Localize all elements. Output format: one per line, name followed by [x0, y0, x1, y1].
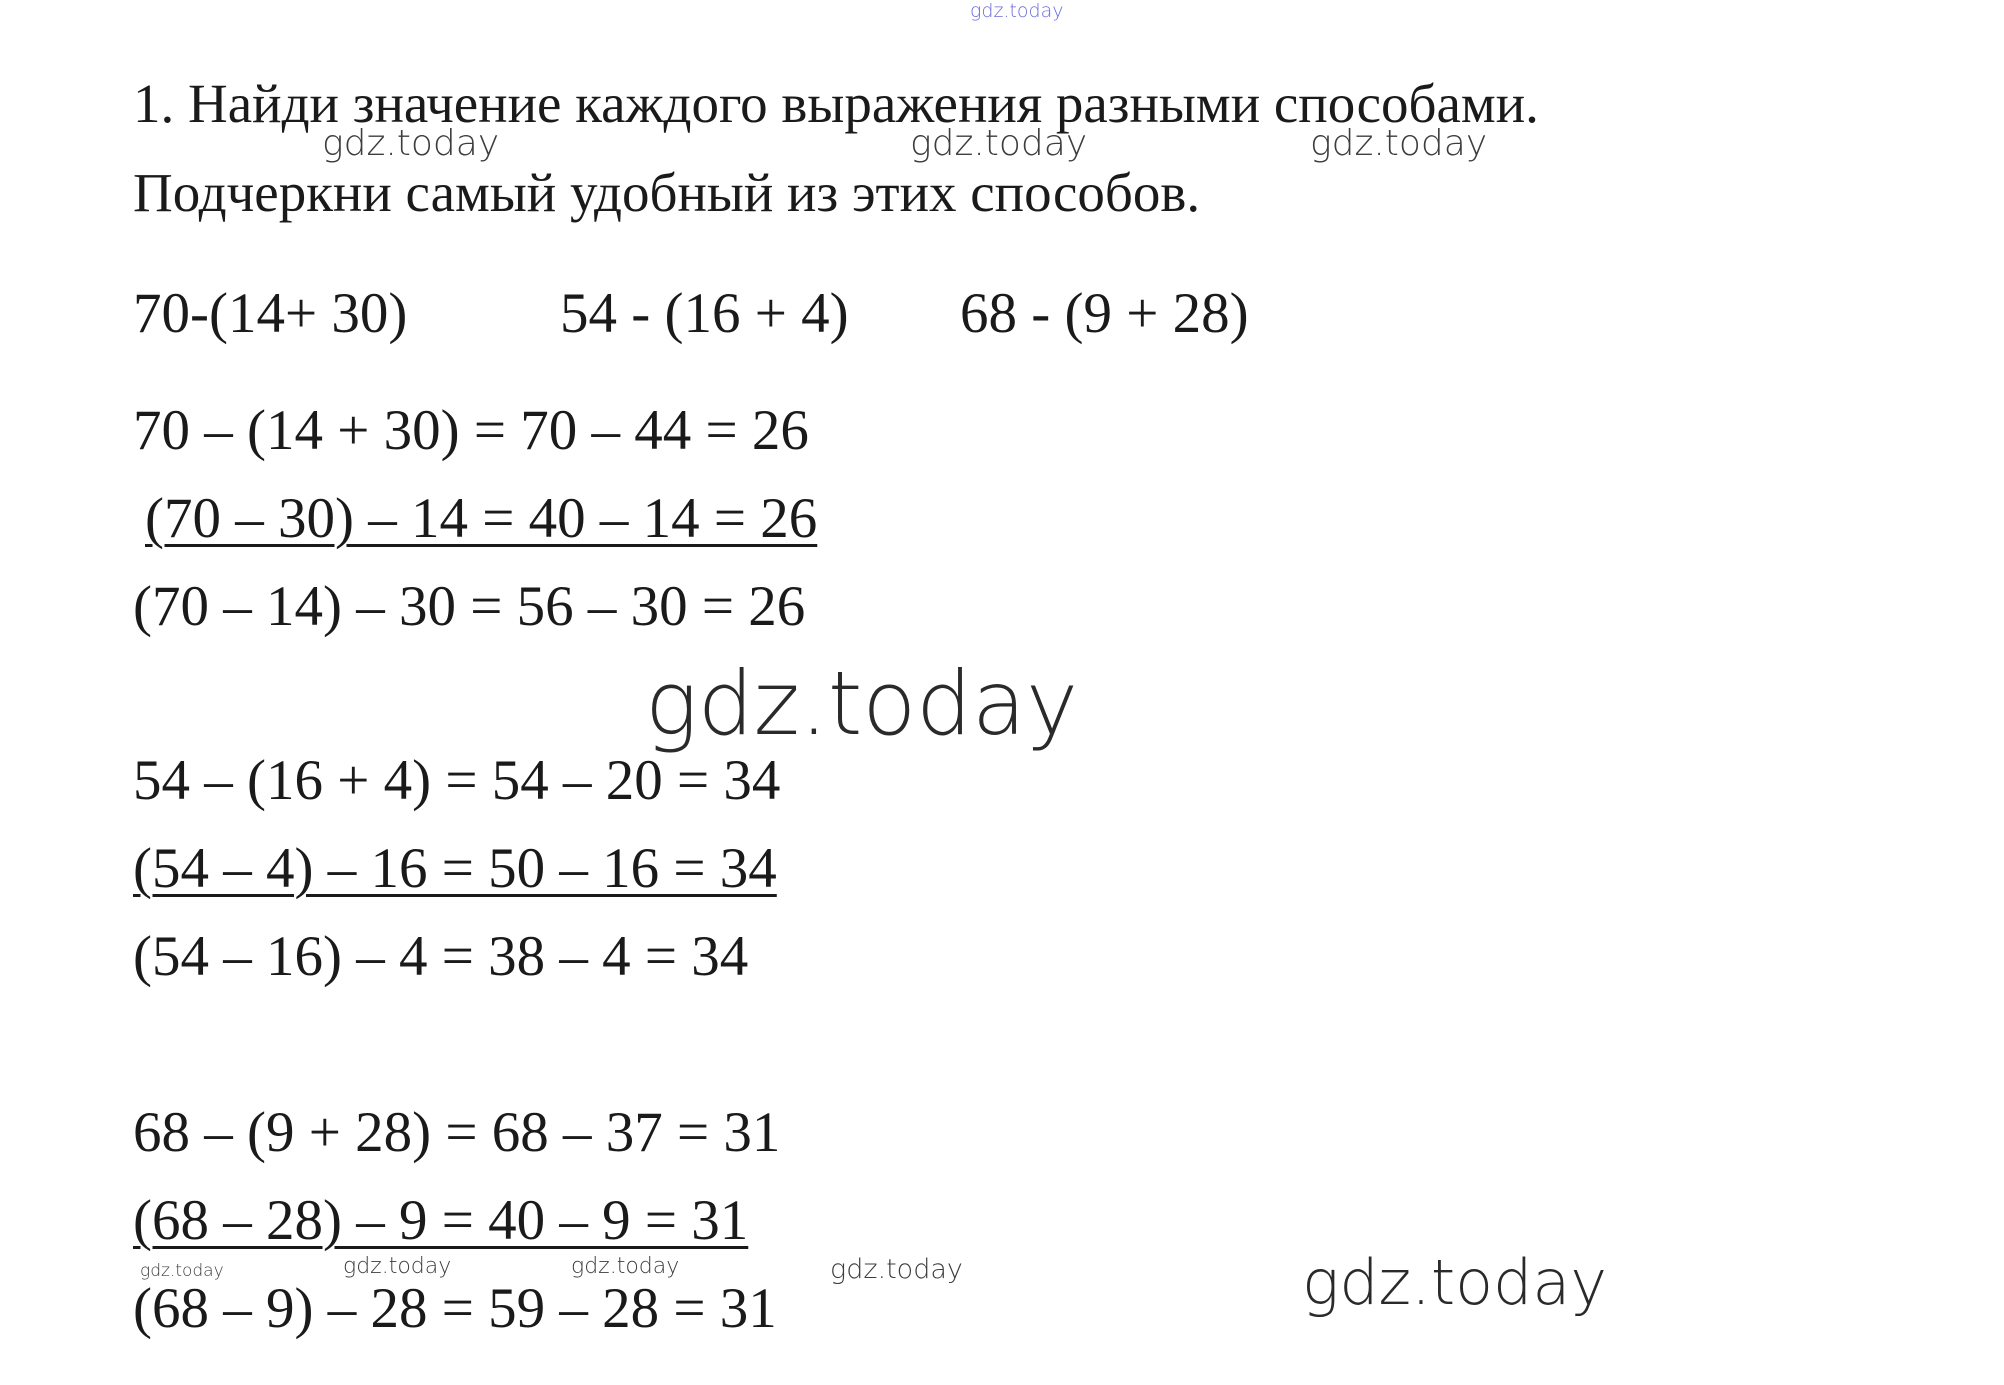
task-line-1: 1. Найди значение каждого выражения разными способами.: [133, 73, 1539, 134]
solution-b-2-underlined: (54 – 4) – 16 = 50 – 16 = 34: [133, 837, 777, 900]
watermark: gdz.today: [1310, 123, 1488, 164]
watermark: gdz.today: [830, 1254, 963, 1285]
watermark: gdz.today: [322, 123, 500, 164]
watermark: gdz.today: [571, 1254, 680, 1279]
watermark: gdz.today: [910, 123, 1088, 164]
solution-b-3: (54 – 16) – 4 = 38 – 4 = 34: [133, 925, 749, 988]
solution-c-3: (68 – 9) – 28 = 59 – 28 = 31: [133, 1277, 777, 1340]
given-expression-1: 70-(14+ 30): [133, 282, 408, 345]
solution-c-2-underlined: (68 – 28) – 9 = 40 – 9 = 31: [133, 1189, 749, 1252]
watermark: gdz.today: [343, 1254, 452, 1279]
watermark-top: gdz.today: [970, 0, 1064, 22]
watermark: gdz.today: [140, 1261, 224, 1281]
watermark-large: gdz.today: [645, 652, 1079, 755]
given-expression-3: 68 - (9 + 28): [960, 282, 1249, 345]
solution-c-1: 68 – (9 + 28) = 68 – 37 = 31: [133, 1101, 781, 1164]
solution-a-1: 70 – (14 + 30) = 70 – 44 = 26: [133, 399, 809, 462]
given-expression-2: 54 - (16 + 4): [560, 282, 849, 345]
solution-b-1: 54 – (16 + 4) = 54 – 20 = 34: [133, 749, 781, 812]
task-line-2: Подчеркни самый удобный из этих способов.: [133, 162, 1201, 223]
solution-a-2-underlined: (70 – 30) – 14 = 40 – 14 = 26: [145, 487, 818, 550]
watermark-large: gdz.today: [1302, 1246, 1608, 1319]
solution-a-3: (70 – 14) – 30 = 56 – 30 = 26: [133, 575, 806, 638]
